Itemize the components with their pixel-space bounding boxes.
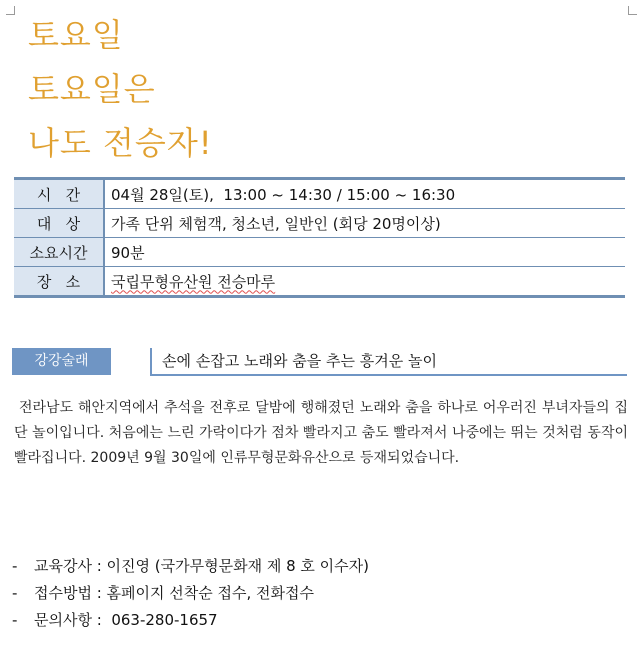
detail-registration [12,580,369,607]
section-description [14,396,628,471]
page-corner-mark-right [628,6,637,15]
program-info-table [14,177,625,298]
title-block [28,8,213,170]
section-badge: 강강술래 [12,348,111,375]
section-heading-box [150,348,627,376]
info-label-duration: 소요시간 [14,238,104,267]
title-line-1: 토요일 [28,16,124,54]
info-value-audience: 가족 단위 체험객, 청소년, 일반인 (회당 20명이상) [104,209,625,238]
info-value-place [104,267,625,297]
info-label-place: 장 소 [14,267,104,297]
details-list [12,553,369,634]
title-line-3: 나도 전승자! [28,124,213,162]
info-value-duration: 90분 [104,238,625,267]
section-heading: 손에 손잡고 노래와 춤을 추는 흥겨운 놀이 [162,352,437,370]
info-label-audience: 대 상 [14,209,104,238]
bullet-dash: - [12,611,18,629]
info-value-time: 04월 28일(토), 13:00 ~ 14:30 / 15:00 ~ 16:30 [104,179,625,209]
info-row-audience [14,209,625,238]
info-row-duration [14,238,625,267]
detail-inquiry-text: 문의사항 : 063-280-1657 [34,611,218,629]
detail-instructor [12,553,369,580]
detail-registration-text: 접수방법 : 홈페이지 선착순 접수, 전화접수 [34,584,314,602]
info-value-place-text: 국립무형유산원 전승마루 [111,272,276,291]
info-row-place [14,267,625,297]
bullet-dash: - [12,557,18,575]
page-corner-mark-left [6,6,15,15]
detail-inquiry [12,607,369,634]
detail-instructor-text: 교육강사 : 이진영 (국가무형문화재 제 8 호 이수자) [34,557,369,575]
info-label-time: 시 간 [14,179,104,209]
bullet-dash: - [12,584,18,602]
title-line-2: 토요일은 [28,70,156,108]
section-description-text: 전라남도 해안지역에서 추석을 전후로 달밤에 행해졌던 노래와 춤을 하나로 어우러진 부녀자들의 집단 놀이입니다. 처음에는 느린 가락이다가 점차 빨라지고 춤도 빨라져서 나중에는 뛰는 것처럼 동작이 빨라집니다. 2009년 9월 30일에 인류무형문화유산으로 등재되었습니다. [14,400,629,466]
info-row-time [14,179,625,209]
